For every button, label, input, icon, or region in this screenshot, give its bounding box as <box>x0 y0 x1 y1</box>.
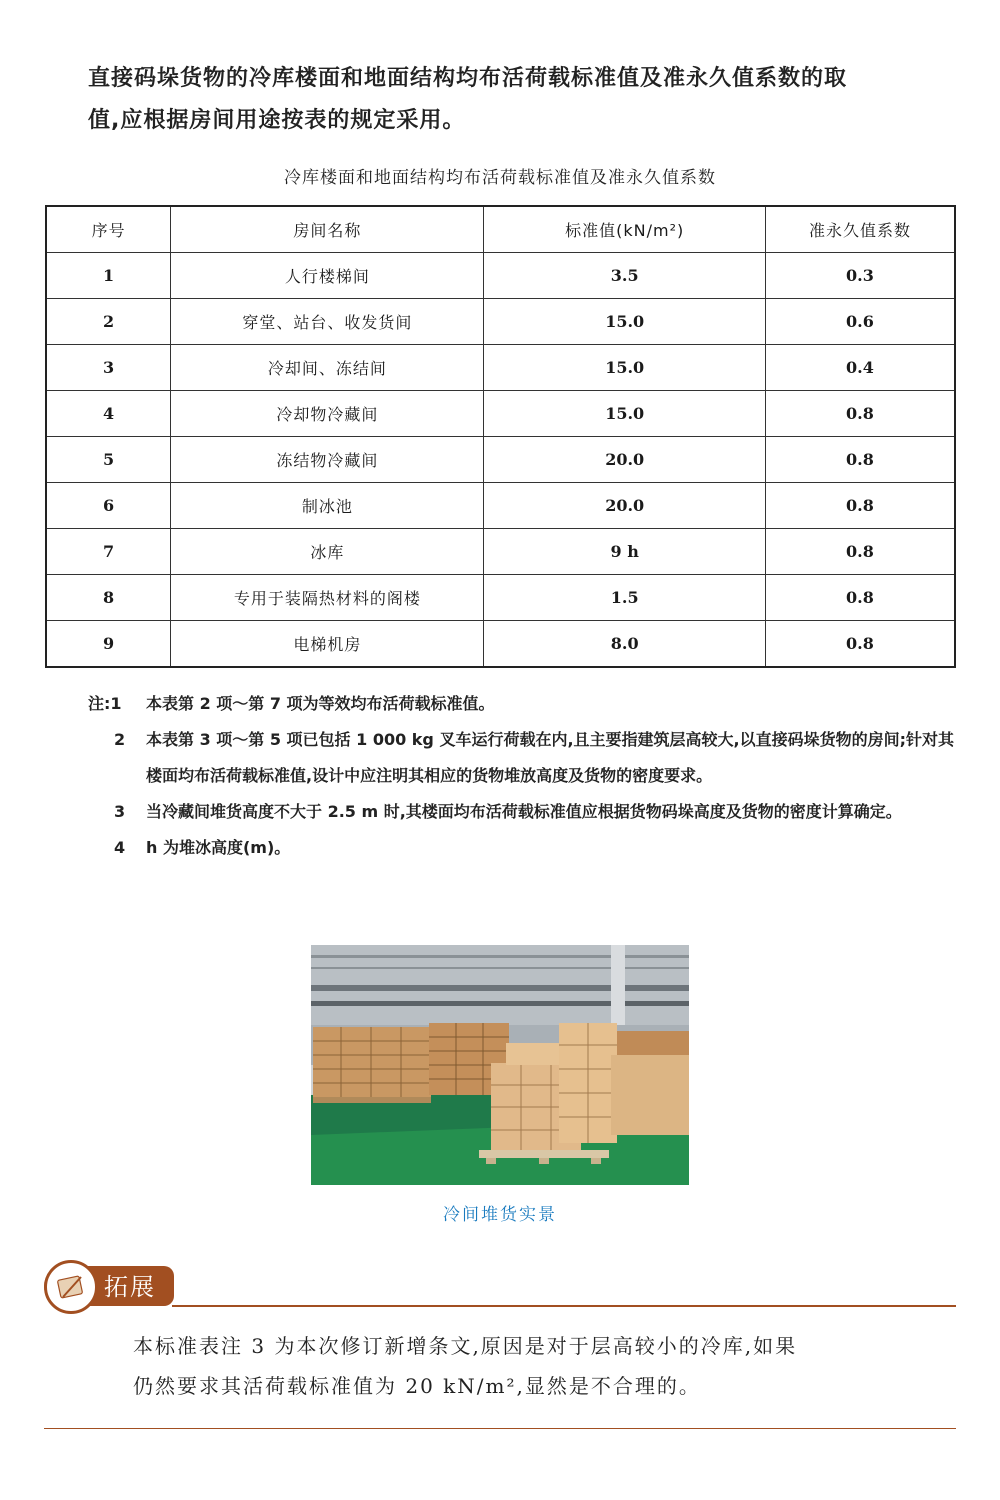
table-title: 冷库楼面和地面结构均布活荷载标准值及准永久值系数 <box>284 168 716 188</box>
extension-label: 拓展 <box>104 1273 156 1301</box>
extension-line-2: 仍然要求其活荷载标准值为 20 kN/m²,显然是不合理的。 <box>133 1374 701 1398</box>
photo-caption: 冷间堆货实景 <box>443 1205 557 1225</box>
header-room: 房间名称 <box>171 206 484 253</box>
table-row <box>46 437 955 483</box>
note-index: 3 <box>114 802 126 821</box>
note-index: 2 <box>114 730 126 749</box>
load-table <box>45 205 956 668</box>
cell-room: 制冰池 <box>171 483 484 529</box>
table-row <box>46 621 955 668</box>
cell-room: 穿堂、站台、收发货间 <box>171 299 484 345</box>
note-text: 本表第 2 项～第 7 项为等效均布活荷载标准值。 <box>146 694 495 713</box>
extension-text <box>133 1326 893 1406</box>
cell-room: 专用于装隔热材料的阁楼 <box>171 575 484 621</box>
note-item <box>88 830 958 866</box>
intro-line-1: 直接码垛货物的冷库楼面和地面结构均布活荷载标准值及准永久值系数的取 <box>88 66 848 91</box>
cell-coef: 0.8 <box>765 575 955 621</box>
note-index: 4 <box>114 838 126 857</box>
header-standard: 标准值(kN/m²) <box>484 206 765 253</box>
table-row <box>46 391 955 437</box>
note-text: 当冷藏间堆货高度不大于 2.5 m 时,其楼面均布活荷载标准值应根据货物码垛高度及货物的密度计算确定。 <box>146 802 902 821</box>
cell-value: 1.5 <box>484 575 765 621</box>
cell-no: 8 <box>46 575 171 621</box>
cell-coef: 0.8 <box>765 391 955 437</box>
cell-room: 冰库 <box>171 529 484 575</box>
warehouse-illustration <box>311 945 689 1185</box>
cell-no: 1 <box>46 253 171 299</box>
cell-room: 人行楼梯间 <box>171 253 484 299</box>
header-coef: 准永久值系数 <box>765 206 955 253</box>
extension-header <box>44 1260 956 1310</box>
header-index: 序号 <box>46 206 171 253</box>
cell-no: 5 <box>46 437 171 483</box>
cell-room: 冻结物冷藏间 <box>171 437 484 483</box>
cell-value: 15.0 <box>484 345 765 391</box>
cell-no: 3 <box>46 345 171 391</box>
note-text: h 为堆冰高度(m)。 <box>146 838 291 857</box>
cell-coef: 0.8 <box>765 437 955 483</box>
cell-value: 9 h <box>484 529 765 575</box>
cell-room: 冷却物冷藏间 <box>171 391 484 437</box>
extension-rule <box>172 1305 956 1307</box>
note-item <box>88 794 958 830</box>
table-row <box>46 483 955 529</box>
table-notes <box>88 686 958 866</box>
note-item <box>88 722 958 794</box>
cell-coef: 0.8 <box>765 483 955 529</box>
table-row <box>46 299 955 345</box>
cell-no: 7 <box>46 529 171 575</box>
cell-no: 4 <box>46 391 171 437</box>
table-row <box>46 575 955 621</box>
cold-storage-photo <box>311 945 689 1185</box>
note-prefix: 注:1 <box>88 694 122 713</box>
cell-no: 2 <box>46 299 171 345</box>
cell-value: 15.0 <box>484 299 765 345</box>
cell-room: 冷却间、冻结间 <box>171 345 484 391</box>
intro-paragraph <box>88 58 928 142</box>
cell-value: 20.0 <box>484 437 765 483</box>
note-pen-icon <box>44 1260 98 1314</box>
table-row <box>46 253 955 299</box>
table-row <box>46 345 955 391</box>
cell-value: 8.0 <box>484 621 765 668</box>
cell-value: 20.0 <box>484 483 765 529</box>
cell-no: 9 <box>46 621 171 668</box>
cell-coef: 0.8 <box>765 529 955 575</box>
cell-coef: 0.4 <box>765 345 955 391</box>
cell-coef: 0.3 <box>765 253 955 299</box>
note-text: 本表第 3 项～第 5 项已包括 1 000 kg 叉车运行荷载在内,且主要指建筑层高较大,以直接码垛货物的房间;针对其楼面均布活荷载标准值,设计中应注明其相应的货物堆放高度及货物的密度要求。 <box>146 730 955 785</box>
table-header-row <box>46 206 955 253</box>
table-row <box>46 529 955 575</box>
cell-value: 3.5 <box>484 253 765 299</box>
bottom-rule <box>44 1428 956 1429</box>
cell-coef: 0.6 <box>765 299 955 345</box>
cell-coef: 0.8 <box>765 621 955 668</box>
extension-line-1: 本标准表注 3 为本次修订新增条文,原因是对于层高较小的冷库,如果 <box>133 1334 798 1358</box>
cell-room: 电梯机房 <box>171 621 484 668</box>
cell-value: 15.0 <box>484 391 765 437</box>
note-item <box>88 686 958 722</box>
intro-line-2: 值,应根据房间用途按表的规定采用。 <box>88 108 466 133</box>
cell-no: 6 <box>46 483 171 529</box>
